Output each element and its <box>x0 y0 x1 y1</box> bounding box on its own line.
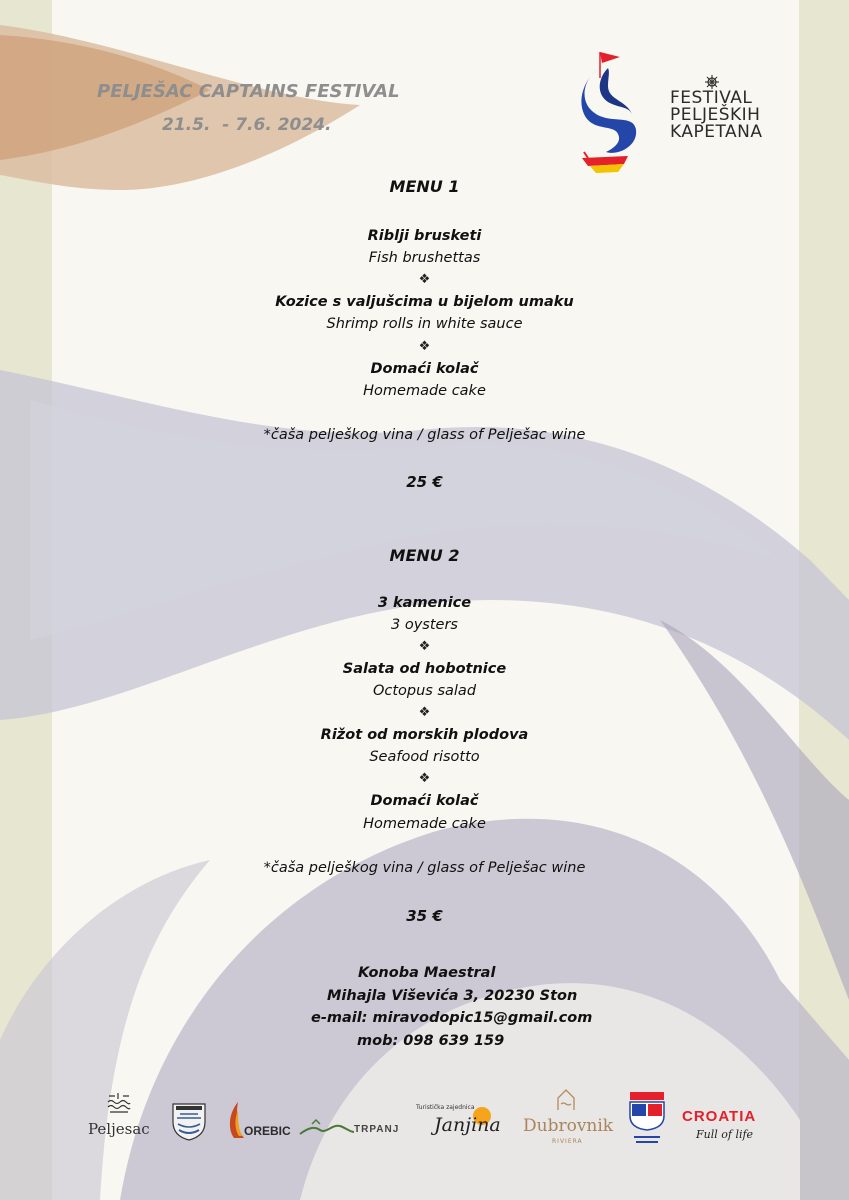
ornament-icon: ❖ <box>418 771 431 786</box>
dubrovnik-sub-label: RIVIERA <box>552 1138 583 1145</box>
festival-title: PELJEŠAC CAPTAINS FESTIVAL <box>97 81 400 102</box>
festival-logo <box>578 48 768 178</box>
peljesac-label: Peljesac <box>88 1120 150 1138</box>
croatia-slogan: Full of life <box>696 1128 754 1141</box>
trpanj-logo <box>298 1118 410 1142</box>
menu-2-item-3-en: Seafood risotto <box>369 749 480 765</box>
menu-2-item-1-hr: 3 kamenice <box>377 595 472 611</box>
menu-1-item-3-en: Homemade cake <box>363 383 486 399</box>
menu-1-item-2-hr: Kozice s valjušcima u bijelom umaku <box>275 294 574 310</box>
logo-line: KAPETANA <box>670 122 763 142</box>
peljesac-emblem-icon <box>106 1090 132 1114</box>
county-crest-logo <box>628 1090 666 1150</box>
dubrovnik-emblem-icon <box>554 1088 578 1112</box>
janjina-small-label: Turistička zajednica <box>416 1104 475 1111</box>
restaurant-name: Konoba Maestral <box>358 965 496 981</box>
restaurant-mobile: mob: 098 639 159 <box>357 1033 505 1049</box>
menu-2-wine: *čaša pelješkog vina / glass of Pelješac wine <box>263 860 586 876</box>
logo-text <box>670 90 770 141</box>
menu-1-item-1-en: Fish brushettas <box>368 250 481 266</box>
menu-2-item-2-en: Octopus salad <box>372 683 477 699</box>
ornament-icon: ❖ <box>418 339 431 354</box>
trpanj-label: TRPANJ <box>354 1124 400 1135</box>
janjina-logo <box>416 1104 512 1144</box>
restaurant-address: Mihajla Viševića 3, 20230 Ston <box>327 988 578 1004</box>
janjina-label: Janjina <box>434 1114 501 1136</box>
festival-dates: 21.5. - 7.6. 2024. <box>162 115 332 135</box>
menu-1-wine: *čaša pelješkog vina / glass of Pelješac wine <box>263 427 586 443</box>
menu-2-item-4-en: Homemade cake <box>363 816 486 832</box>
menu-2-item-2-hr: Salata od hobotnice <box>342 661 507 677</box>
menu-1-item-3-hr: Domaći kolač <box>370 361 479 377</box>
dubrovnik-label: Dubrovnik <box>523 1116 614 1136</box>
menu-2-item-4-hr: Domaći kolač <box>370 793 479 809</box>
croatia-label: CROATIA <box>682 1108 757 1125</box>
orebic-logo <box>226 1100 291 1142</box>
trpanj-wave-icon <box>298 1118 354 1140</box>
menu-2-item-1-en: 3 oysters <box>391 617 458 633</box>
ship-icon <box>578 48 648 178</box>
menu-1-price: 25 € <box>406 473 443 491</box>
ornament-icon: ❖ <box>418 639 431 654</box>
ston-crest-icon <box>170 1100 208 1142</box>
menu-2-item-3-hr: Rižot od morskih plodova <box>320 727 529 743</box>
logo-line: PELJEŠKIH <box>670 105 761 125</box>
orebic-label: OREBIC <box>244 1124 291 1138</box>
menu-1-title: MENU 1 <box>389 177 460 196</box>
dubrovnik-riviera-logo <box>520 1088 612 1164</box>
menu-2-title: MENU 2 <box>389 546 460 565</box>
county-crest-icon <box>628 1090 666 1150</box>
menu-1-item-2-en: Shrimp rolls in white sauce <box>326 316 523 332</box>
croatia-logo <box>682 1108 772 1148</box>
ornament-icon: ❖ <box>418 705 431 720</box>
peljesac-logo <box>84 1090 154 1142</box>
menu-2-price: 35 € <box>406 907 443 925</box>
ston-logo <box>170 1100 208 1142</box>
restaurant-email[interactable]: e-mail: miravodopic15@gmail.com <box>311 1010 593 1026</box>
logo-line: FESTIVAL <box>670 88 753 108</box>
menu-1-item-1-hr: Riblji brusketi <box>367 228 482 244</box>
ornament-icon: ❖ <box>418 272 431 287</box>
